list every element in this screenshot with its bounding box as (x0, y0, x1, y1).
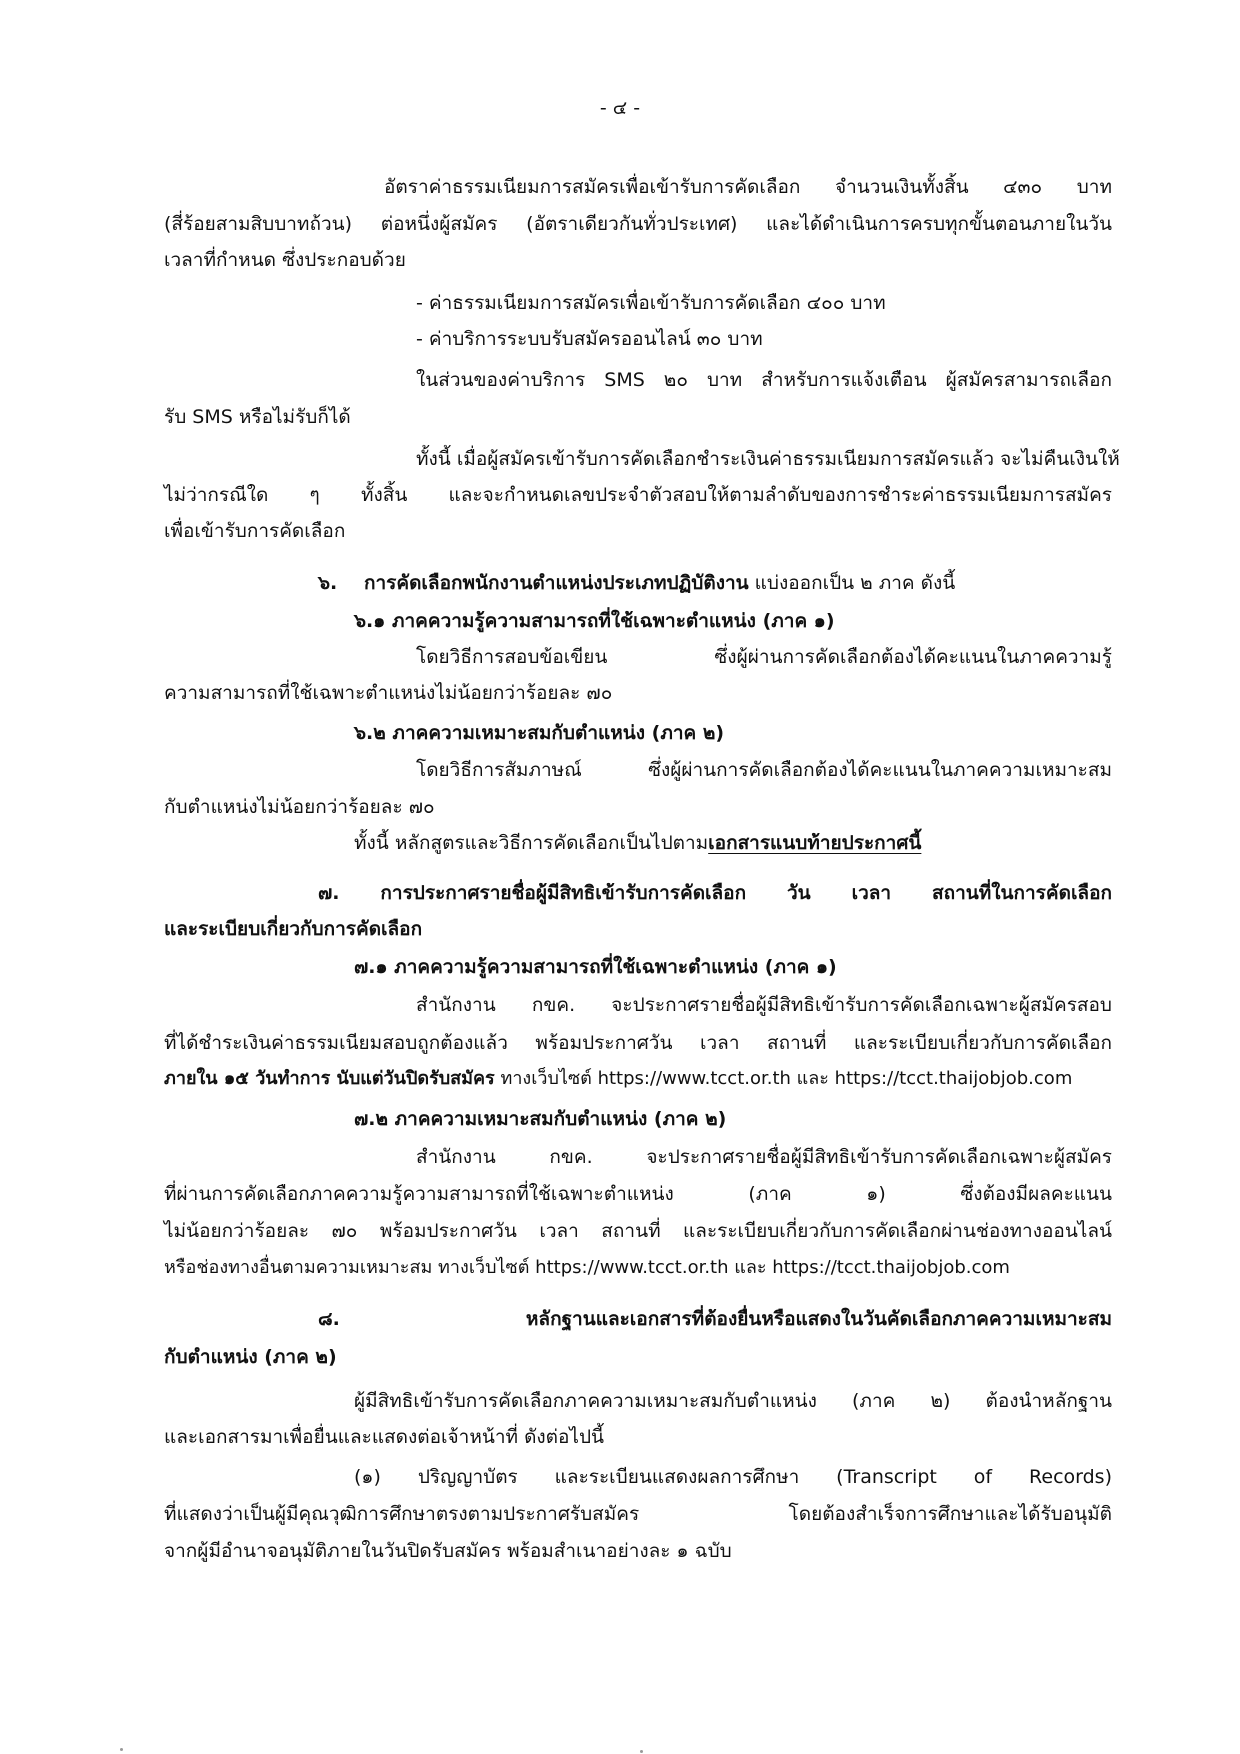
page-number: - ๔ - (599, 97, 641, 119)
scan-speck (120, 1748, 123, 1751)
attachment-reference: เอกสารแนบท้ายประกาศนี้ (708, 832, 922, 854)
document-page: - ๔ - อัตราค่าธรรมเนียมการสมัครเพื่อเข้ารับการคัดเลือก จำนวนเงินทั้งสิ้น ๔๓๐ บาท (สี่ร้อยสามสิบบาทถ้วน) ต่อหนึ่งผู้สมัคร (อัตราเดียวกันทั่วประเทศ) และได้ดำเนินการครบทุกขั้นตอนภายในวัน เวลาที่กำหนด ซึ่งประกอบด้วย - ค่าธรรมเนียมการสมัครเพื่อเข้ารับการคัดเลือก ๔๐๐ บาท - ค่าบริการระบบรับสมัครออนไลน์ ๓๐ บาท ในส่วนของค่าบริการ SMS ๒๐ บาท สำหรับการแจ้งเตือน ผู้สมัครสามารถเลือก รับ SMS หรือไม่รับก็ได้ ทั้งนี้ เมื่อผู้สมัครเข้ารับการคัดเลือกชำระเงินค่าธรรมเนียมการสมัครแล้ว จะไม่คืนเงินให้ ไม่ว่ากรณีใด ๆ ทั้งสิ้น และจะกำหนดเลขประจำตัวสอบให้ตามลำดับของการชำระค่าธรรมเนียมการสมัคร เพื่อเข้ารับการคัดเลือก ๖. การคัดเลือกพนักงานตำแหน่งประเภทปฏิบัติงาน แบ่งออกเป็น ๒ ภาค ดังนี้ ๖.๑ ภาคความรู้ความสามารถที่ใช้เฉพาะตำแหน่ง (ภาค ๑) โดยวิธีการสอบข้อเขียน ซึ่งผู้ผ่านการคัดเลือกต้องได้คะแนนในภาคความรู้ ความสามารถที่ใช้เฉพาะตำแหน่งไม่น้อยกว่าร้อยละ ๗๐ ๖.๒ ภาคความเหมาะสมกับตำแหน่ง (ภาค ๒) โดยวิธีการสัมภาษณ์ ซึ่งผู้ผ่านการคัดเลือกต้องได้คะแนนในภาคความเหมาะสม กับตำแหน่งไม่น้อยกว่าร้อยละ ๗๐ ทั้งนี้ หลักสูตรและวิธีการคัดเลือกเป็นไปตามเอกสารแนบท้ายประกาศนี้ ๗. การประกาศรายชื่อผู้มีสิทธิเข้ารับการคัดเลือก วัน เวลา สถานที่ในการคัดเลือก และระเบียบเกี่ยวกับการคัดเลือก ๗.๑ ภาคความรู้ความสามารถที่ใช้เฉพาะตำแหน่ง (ภาค ๑) สำนักงาน กขค. จะประกาศรายชื่อผู้มีสิทธิเข้ารับการคัดเลือกเฉพาะผู้สมัครสอบ ที่ได้ชำระเงินค่าธรรมเนียมสอบถูกต้องแล้ว พร้อมประกาศวัน เวลา สถานที่ และระเบียบเกี่ยวกับการคัดเลือก ภายใน ๑๕ วันทำการ นับแต่วันปิดรับสมัคร ทางเว็บไซต์ https://www.tcct.or.th และ https://tcct.thaijobjob.com ๗.๒ ภาคความเหมาะสมกับตำแหน่ง (ภาค ๒) สำนักงาน กขค. จะประกาศรายชื่อผู้มีสิทธิเข้ารับการคัดเลือกเฉพาะผู้สมัคร ที่ผ่านการคัดเลือกภาคความรู้ความสามารถที่ใช้เฉพาะตำแหน่ง (ภาค ๑) ซึ่งต้องมีผลคะแนน ไม่น้อยกว่าร้อยละ ๗๐ พร้อมประกาศวัน เวลา สถานที่ และระเบียบเกี่ยวกับการคัดเลือกผ่านช่องทางออนไลน์ หรือช่องทางอื่นตามความเหมาะสม ทางเว็บไซต์ https://www.tcct.or.th และ https://tcct.thaijobjob.com ๘. หลักฐานและเอกสารที่ต้องยื่นหรือแสดงในวันคัดเลือกภาคความเหมาะสม กับตำแหน่ง (ภาค ๒) ผู้มีสิทธิเข้ารับการคัดเลือกภาคความเหมาะสมกับตำแหน่ง (ภาค ๒) ต้องนำหลักฐาน และเอกสารมาเพื่อยื่นและแสดงต่อเจ้าหน้าที่ ดังต่อไปนี้ (๑) ปริญญาบัตร และระเบียนแสดงผลการศึกษา (Transcript of Records) ที่แสดงว่าเป็นผู้มีคุณวุฒิการศึกษาตรงตามประกาศรับสมัคร โดยต้องสำเร็จการศึกษาและได้รับอนุมัติ จากผู้มีอำนาจอนุมัติภายในวันปิดรับสมัคร พร้อมสำเนาอย่างละ ๑ ฉบับ (0, 0, 1240, 1754)
scan-speck (640, 1750, 643, 1753)
